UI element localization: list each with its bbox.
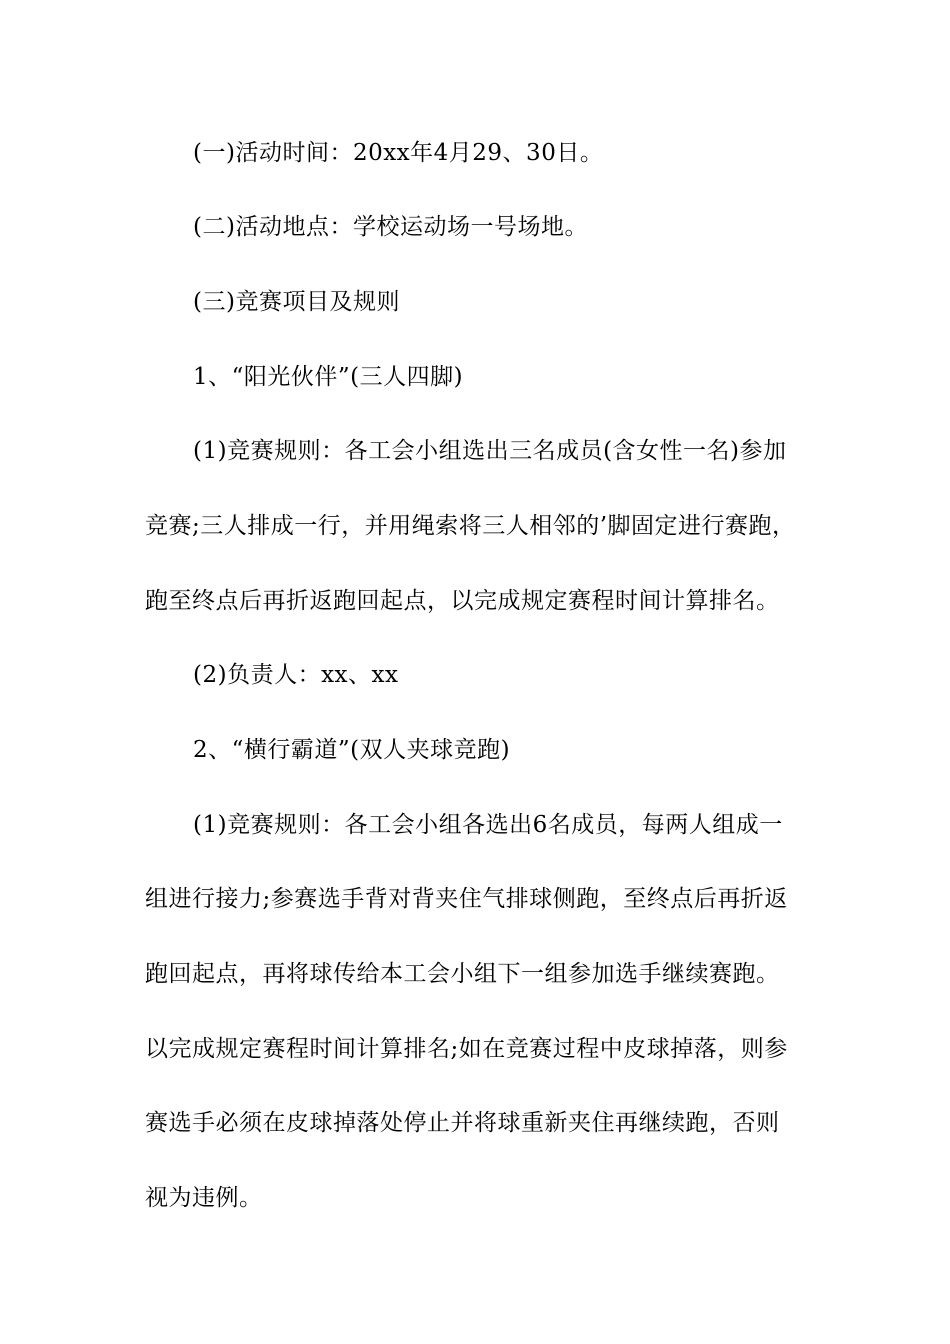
event-1-title-line: 1、“阳光伙伴”(三人四脚) [193, 364, 464, 390]
event-2-rules-line-5: 赛选手必须在皮球掉落处停止并将球重新夹住再继续跑，否则 [145, 1110, 780, 1136]
event-2-rules-line-3: 跑回起点，再将球传给本工会小组下一组参加选手继续赛跑。 [145, 961, 780, 987]
event-1-rules-line-3: 跑至终点后再折返跑回起点，以完成规定赛程时间计算排名。 [145, 588, 780, 614]
event-2-rules-line-6: 视为违例。 [145, 1185, 263, 1211]
activity-location-line: (二)活动地点：学校运动场一号场地。 [193, 214, 588, 240]
event-2-rules-line-4: 以完成规定赛程时间计算排名;如在竞赛过程中皮球掉落，则参 [145, 1036, 788, 1062]
event-2-rules-line-2: 组进行接力;参赛选手背对背夹住气排球侧跑，至终点后再折返 [145, 886, 788, 912]
event-2-rules-line-1: (1)竞赛规则：各工会小组各选出6名成员，每两人组成一 [193, 812, 783, 838]
event-1-owner-line: (2)负责人：xx、xx [193, 662, 399, 688]
event-1-rules-line-2: 竞赛;三人排成一行，并用绳索将三人相邻的’脚固定进行赛跑， [145, 513, 796, 539]
competition-heading-line: (三)竞赛项目及规则 [193, 289, 400, 315]
event-2-title-line: 2、“横行霸道”(双人夹球竞跑) [193, 737, 511, 763]
event-1-rules-line-1: (1)竞赛规则：各工会小组选出三名成员(含女性一名)参加 [193, 438, 787, 464]
activity-time-line: (一)活动时间：20xx年4月29、30日。 [193, 140, 604, 166]
